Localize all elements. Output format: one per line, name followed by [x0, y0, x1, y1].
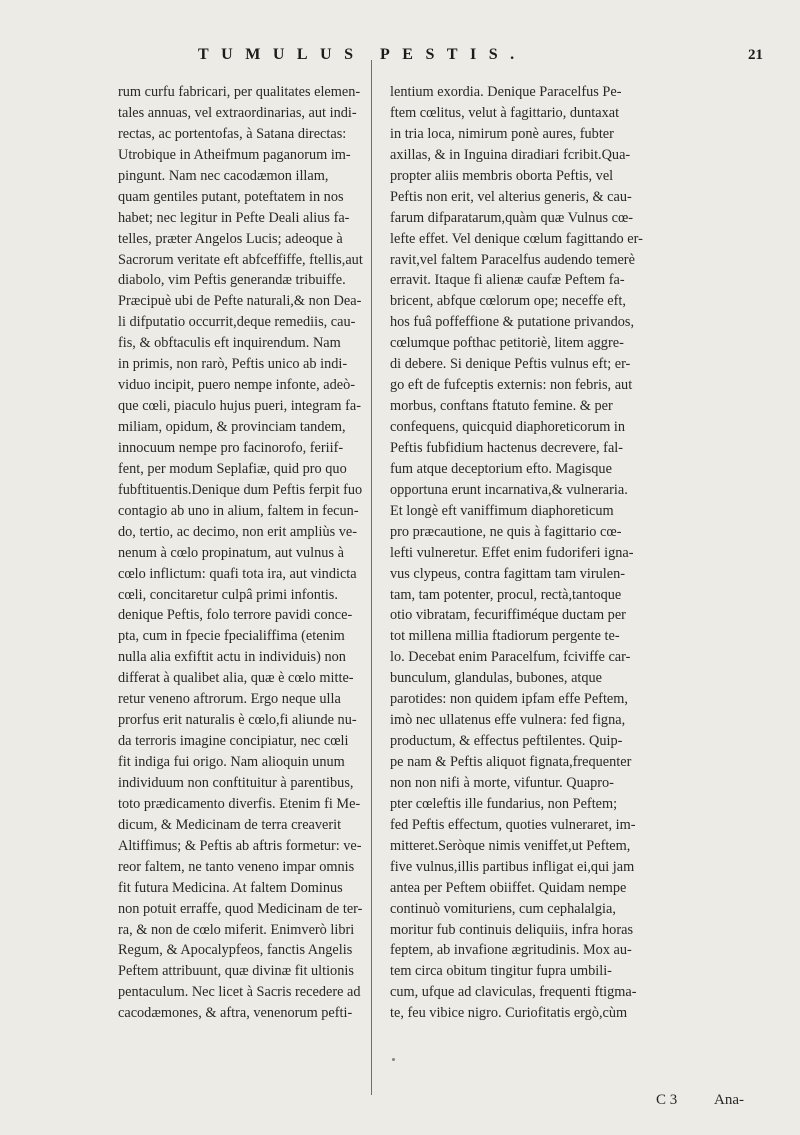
text-column-right	[390, 82, 745, 1024]
text-line: fit indiga fui origo. Nam alioquin unum	[118, 754, 345, 770]
text-line: fis, & obftaculis eft inquirendum. Nam	[118, 335, 341, 352]
column-divider	[371, 60, 372, 1095]
text-line: que cœli, piaculo hujus pueri, integram fa-	[118, 398, 361, 415]
text-line: Utrobique in Atheifmum paganorum im-	[118, 146, 351, 163]
ink-speck	[392, 1058, 395, 1061]
text-line: innocuum nempe pro facinorofo, feriif-	[118, 439, 344, 456]
text-line: cacodæmones, & aftra, venenorum pefti-	[118, 1005, 353, 1022]
text-line: ra, & non de cœlo miferit. Enimverò libri	[118, 921, 355, 938]
text-line: retur veneno aftrorum. Ergo neque ulla	[118, 691, 341, 708]
text-line: propter aliis membris oborta Peftis, vel	[390, 167, 614, 184]
text-line: nulla alia exfiftit actu in individuis) non	[118, 649, 346, 666]
text-line: Peftem attribuunt, quæ divinæ fit ultionis	[118, 963, 354, 980]
text-line: toto prædicamento diverfis. Etenim fi Me-	[118, 795, 361, 812]
text-line: vus clypeus, contra fagittam tam virulen-	[390, 565, 626, 582]
text-line: rectas, ac portentofas, à Satana directas:	[118, 125, 347, 142]
text-line: farum difparatarum,quàm quæ Vulnus cœ-	[390, 209, 634, 226]
text-line: individuum non conftituitur à parentibus,	[118, 774, 354, 791]
text-line: nenum à cœlo propinatum, aut vulnus à	[118, 544, 344, 561]
text-line: Regum, & Apocalypfeos, fanctis Angelis	[118, 942, 353, 959]
text-line: confequens, quicquid diaphoreticorum in	[390, 419, 626, 435]
text-line: moritur fub continuis deliquiis, infra horas	[390, 921, 634, 938]
text-line: lentium exordia. Denique Paracelfus Pe-	[390, 84, 622, 100]
running-head-left: TUMULUS	[198, 46, 366, 63]
text-line: Sacrorum veritate eft abfceffiffe, ftellis,aut	[118, 251, 363, 268]
text-line: pta, cum in fpecie fpecialiffima (etenim	[118, 628, 345, 645]
signature-mark: C 3	[656, 1092, 678, 1108]
text-line: hos fuâ poffeffione & putatione privandos,	[390, 314, 635, 331]
text-line: tam, tam potenter, procul, rectà,tantoque	[390, 586, 622, 603]
text-line: feptem, ab invafione ægritudinis. Mox au-	[390, 942, 632, 959]
text-line: lefte effet. Vel denique cœlum fagittando er-	[390, 230, 643, 247]
text-line: tales annuas, vel extraordinarias, aut indi-	[118, 104, 357, 121]
page-number: 21	[748, 47, 763, 63]
text-line: in primis, non rarò, Peftis unico ab indi-	[118, 356, 348, 373]
text-line: bunculum, glandulas, bubones, atque	[390, 670, 603, 687]
text-line: telles, præter Angelos Lucis; adeoque à	[118, 230, 343, 247]
text-line: Peftis fubfidium hactenus decrevere, fal-	[390, 439, 624, 456]
text-line: non non nifi à morte, vifuntur. Quapro-	[390, 774, 614, 791]
text-line: cœlumque pofthac petitoriè, litem aggre-	[390, 335, 624, 352]
text-line: otio vibratam, fecuriffiméque ductam per	[390, 607, 626, 624]
text-line: contagio ab uno in alium, faltem in fecun-	[118, 502, 359, 519]
text-line: quam gentiles putant, poteftatem in nos	[118, 188, 344, 205]
text-line: di debere. Si denique Peftis vulnus eft; er-	[390, 356, 631, 373]
text-line: pter cœleftis ille fundarius, non Peftem;	[390, 795, 618, 812]
text-line: Præcipuè ubi de Pefte naturali,& non Dea-	[118, 293, 362, 310]
text-line: productum, & effectus peftilentes. Quip-	[390, 733, 623, 750]
text-line: erravit. Itaque fi alienæ caufæ Peftem fa-	[390, 272, 625, 289]
text-line: fubftituentis.Denique dum Peftis ferpit fuo	[118, 481, 363, 498]
text-line: cum, ufque ad claviculas, frequenti ftigma-	[390, 984, 637, 1001]
text-line: morbus, conftans ftatuto femine. & per	[390, 398, 613, 415]
text-line: non potuit erraffe, quod Medicinam de ter-	[118, 900, 363, 917]
text-line: five vulnus,illis partibus infligat ei,qui jam	[390, 858, 635, 875]
text-line: te, feu vibice nigro. Curiofitatis ergò,cùm	[390, 1005, 628, 1022]
text-line: continuò vomituriens, cum cephalalgia,	[390, 900, 616, 917]
text-line: pro præcautione, ne quis à fagittario cœ-	[390, 523, 622, 540]
text-line: pingunt. Nam nec cacodæmon illam,	[118, 167, 329, 184]
text-line: habet; nec legitur in Pefte Deali alius fa-	[118, 209, 350, 226]
text-line: lo. Decebat enim Paracelfum, fciviffe car-	[390, 649, 631, 666]
text-line: Altiffimus; & Peftis ab aftris formetur: ve-	[118, 837, 362, 854]
text-line: parotides: non quidem ipfam effe Peftem,	[390, 691, 628, 708]
text-line: fum atque deceptorium efto. Magisque	[390, 460, 612, 477]
text-line: tot millena millia ftadiorum pergente te-	[390, 628, 620, 645]
text-line: antea per Peftem obiiffet. Quidam nempe	[390, 879, 627, 896]
text-line: miliam, opidum, & provinciam tandem,	[118, 419, 346, 435]
text-line: tem circa obitum tingitur fupra umbili-	[390, 963, 612, 980]
text-line: viduo incipit, puero nempe infonte, adeò-	[118, 377, 356, 394]
text-line: Peftis non erit, vel alterius generis, & cau-	[390, 188, 632, 205]
text-line: cœlo inflictum: quafi tota ira, aut vindicta	[118, 565, 357, 582]
text-line: do, tertio, ac decimo, non erit ampliùs ve-	[118, 523, 358, 540]
text-line: lefti vulneretur. Effet enim fudoriferi igna-	[390, 544, 634, 561]
text-line: ftem cœlitus, velut à fagittario, duntaxat	[390, 104, 620, 121]
text-line: axillas, & in Inguina diradiari fcribit.Qua-	[390, 146, 631, 163]
text-line: in tria loca, nimirum ponè aures, fubter	[390, 125, 614, 142]
text-line: denique Peftis, folo terrore pavidi conce-	[118, 607, 353, 624]
text-line: cœli, concitaretur culpâ primi infontis.	[118, 586, 338, 603]
text-line: fed Peftis effectum, quoties vulneraret, im-	[390, 816, 636, 833]
text-line: bricent, abfque cœlorum ope; neceffe eft,	[390, 293, 626, 310]
text-line: diabolo, vim Peftis generandæ tribuiffe.	[118, 272, 346, 289]
running-head-right: PESTIS.	[380, 46, 527, 63]
text-line: da terroris imagine concipiatur, nec cœli	[118, 733, 349, 750]
catchword: Ana-	[714, 1092, 744, 1108]
text-line: pentaculum. Nec licet à Sacris recedere ad	[118, 984, 361, 1001]
text-line: opportuna erunt incarnativa,& vulneraria.	[390, 481, 628, 498]
text-line: pe nam & Peftis aliquot fignata,frequenter	[390, 754, 632, 770]
text-line: Et longè eft vaniffimum diaphoreticum	[390, 502, 614, 519]
text-column-left	[118, 82, 363, 1024]
text-line: mitteret.Seròque nimis veniffet,ut Peftem,	[390, 837, 631, 854]
text-line: differat à qualibet alia, quæ è cœlo mitte-	[118, 670, 354, 687]
text-line: fent, per modum Seplafiæ, quid pro quo	[118, 460, 347, 477]
text-line: imò nec ullatenus effe vulnera: fed figna,	[390, 712, 626, 729]
text-line: prorfus erit naturalis è cœlo,fi aliunde nu-	[118, 712, 357, 729]
text-line: fit futura Medicina. At faltem Dominus	[118, 879, 343, 896]
text-line: reor faltem, ne tanto veneno impar omnis	[118, 858, 355, 875]
text-line: dicum, & Medicinam de terra creaverit	[118, 816, 342, 833]
text-line: ravit,vel faltem Paracelfus audendo temerè	[390, 251, 635, 268]
text-line: rum curfu fabricari, per qualitates elemen-	[118, 84, 361, 100]
text-line: go eft de fufceptis externis: non febris, aut	[390, 377, 633, 394]
text-line: li difputatio occurrit,deque remediis, cau-	[118, 314, 356, 331]
